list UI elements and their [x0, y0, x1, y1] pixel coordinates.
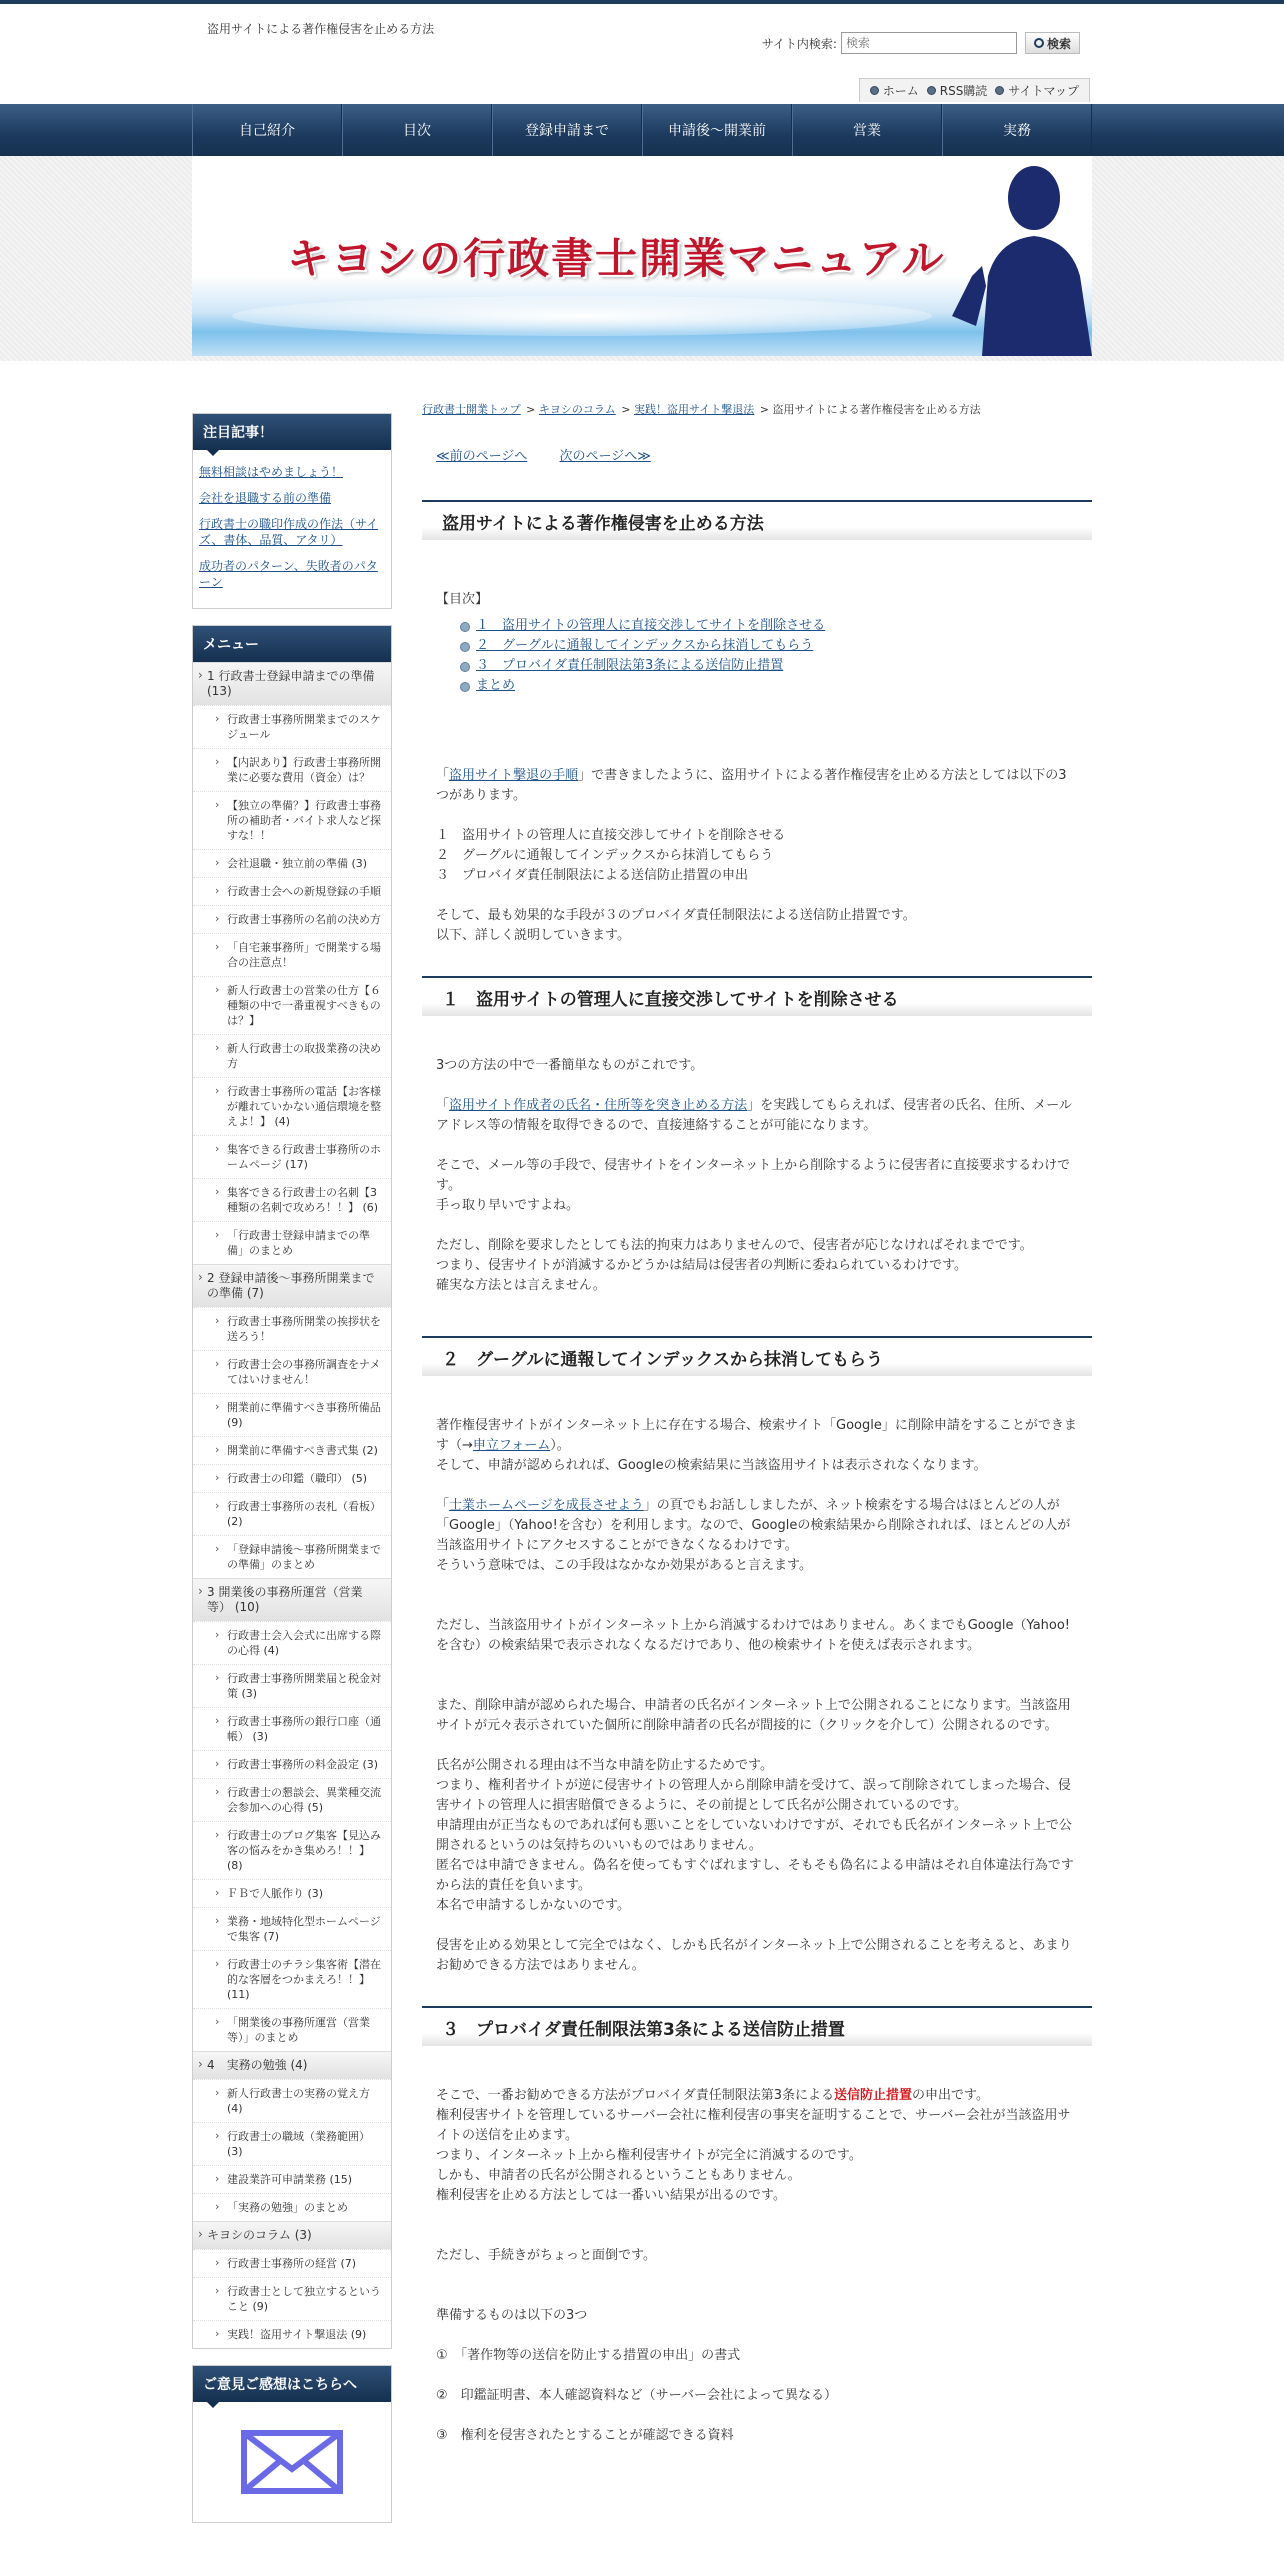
menu-item[interactable]: › 行政書士事務所の銀行口座（通帳） (3) — [193, 1707, 391, 1750]
featured-link[interactable]: 成功者のパターン、失敗者のパターン — [199, 559, 378, 589]
bullet-icon — [995, 86, 1004, 95]
pager — [422, 445, 1092, 464]
menu-item[interactable]: › 行政書士事務所の名前の決め方 — [193, 905, 391, 933]
site-name: 盗用サイトによる著作権侵害を止める方法 — [207, 22, 435, 36]
global-nav — [0, 104, 1284, 156]
menu-item[interactable]: › 行政書士事務所開業の挨拶状を送ろう！ — [193, 1307, 391, 1350]
intro-link[interactable]: 盗用サイト撃退の手順 — [449, 768, 579, 783]
menu-item[interactable]: › 行政書士会への新規登録の手順 — [193, 877, 391, 905]
util-sitemap-link[interactable]: サイトマップ — [995, 82, 1079, 99]
menu-item[interactable]: › 新人行政書士の営業の仕方【６種類の中で一番重視すべきものは？】 — [193, 976, 391, 1034]
banner[interactable] — [192, 156, 1092, 356]
menu-item[interactable]: › 会社退職・独立前の準備 (3) — [193, 849, 391, 877]
menu-item[interactable]: › 行政書士会入会式に出席する際の心得 (4) — [193, 1621, 391, 1664]
complaint-form-link[interactable]: 申立フォーム — [472, 1438, 551, 1453]
search-button-label: 検索 — [1046, 36, 1071, 51]
silhouette-icon — [952, 156, 1092, 356]
menu-item[interactable]: › 「開業後の事務所運営（営業等）」のまとめ — [193, 2008, 391, 2051]
menu-item[interactable]: › 行政書士事務所の経営 (7) — [193, 2249, 391, 2277]
article-body — [422, 590, 1092, 946]
highlight-text: 送信防止措置 — [834, 2088, 913, 2103]
search-input[interactable] — [841, 32, 1017, 54]
intro-end: そして、最も効果的な手段が３のプロバイダ責任制限法による送信防止措置です。 以下、詳しく説明していきます。 — [436, 908, 916, 943]
contact-link[interactable] — [193, 2402, 391, 2522]
breadcrumb-sep: > — [526, 403, 536, 416]
menu-item[interactable]: › 業務・地域特化型ホームページで集客 (7) — [193, 1907, 391, 1950]
nav-profile[interactable]: 自己紹介 — [192, 104, 342, 156]
paragraph: 「士業ホームページを成長させよう」の頁でもお話ししましたが、ネット検索をする場合はほとんどの人が「Google」（Yahoo!を含む）を利用します。なので、Googleの検索結果から削除されれば、ほとんどの人が当該盗用サイトにアクセスすることができなくなるわけです。 そういう意味では、この手段はなかなか効果があると言えます。 — [436, 1498, 1071, 1573]
section-2-link[interactable]: 士業ホームページを成長させよう — [449, 1498, 644, 1513]
menu-item[interactable]: › 新人行政書士の実務の覚え方 (4) — [193, 2079, 391, 2122]
menu-item[interactable]: › 行政書士の印鑑（職印） (5) — [193, 1464, 391, 1492]
menu-item[interactable]: › 「実務の勉強」のまとめ — [193, 2193, 391, 2221]
menu-category[interactable]: › 2 登録申請後～事務所開業までの準備 (7) — [193, 1264, 391, 1307]
menu-item[interactable]: › 行政書士会の事務所調査をナメてはいけません！ — [193, 1350, 391, 1393]
menu-item[interactable]: › 新人行政書士の取扱業務の決め方 — [193, 1034, 391, 1077]
nav-sales[interactable]: 営業 — [792, 104, 942, 156]
required-item: ② 印鑑証明書、本人確認資料など（サーバー会社によって異なる） — [436, 2388, 838, 2403]
featured-list — [193, 450, 391, 608]
paragraph: 氏名が公開される理由は不当な申請を防止するためです。 つまり、権利者サイトが逆に侵害サイトの管理人から削除申請を受けて、誤って削除されてしまった場合、侵害サイトの管理人に損害賠償できるように、その前提として氏名が公開されているのです。 申請理由が正当なものであれば何も悪いことをしていないわけですが、それでも氏名がインターネット上で公開されるというのは気持ちのいいものではありません。 匿名では申請できません。偽名を使ってもすぐばれますし、そもそも偽名による申請はそれ自体違法行為ですから法的責任を負います。 本名で申請するしかないのです。 — [436, 1758, 1074, 1913]
menu-item[interactable]: › 行政書士事務所の表札（看板） (2) — [193, 1492, 391, 1535]
featured-link[interactable]: 無料相談はやめましょう！ — [199, 465, 344, 479]
paragraph: 侵害を止める効果として完全ではなく、しかも氏名がインターネット上で公開されることを考えると、あまりお勧めできる方法ではありません。 — [436, 1938, 1072, 1973]
menu-item[interactable]: › 行政書士事務所開業届と税金対策 (3) — [193, 1664, 391, 1707]
paragraph: 著作権侵害サイトがインターネット上に存在する場合、検索サイト「Google」に削除申請をすることができます（→申立フォーム）。 そして、申請が認められれば、Googleの検索結果に当該盗用サイトは表示されなくなります。 — [436, 1418, 1077, 1473]
menu-item[interactable]: › 「行政書士登録申請までの準備」のまとめ — [193, 1221, 391, 1264]
section-3-body — [422, 2046, 1092, 2446]
menu-item[interactable]: › 行政書士事務所開業までのスケジュール — [193, 705, 391, 748]
next-page-link[interactable]: 次のページへ≫ — [559, 449, 651, 464]
banner-glow — [232, 296, 932, 336]
banner-title: キヨシの行政書士開業マニュアル — [287, 234, 946, 283]
featured-link[interactable]: 行政書士の職印作成の作法（サイズ、書体、品質、アタリ） — [199, 517, 379, 547]
breadcrumb-link[interactable]: 実践！盗用サイト撃退法 — [634, 403, 755, 416]
breadcrumb-link[interactable]: 行政書士開業トップ — [422, 403, 521, 416]
methods-list: １ 盗用サイトの管理人に直接交渉してサイトを削除させる ２ グーグルに通報してインデックスから抹消してもらう ３ プロバイダ責任制限法による送信防止措置の申出 — [436, 828, 786, 883]
toc-link[interactable]: ２ グーグルに通報してインデックスから抹消してもらう — [476, 638, 814, 653]
menu-category[interactable]: › 3 開業後の事務所運営（営業等） (10) — [193, 1578, 391, 1621]
section-2-body — [422, 1376, 1092, 1976]
featured-link[interactable]: 会社を退職する前の準備 — [199, 491, 332, 505]
menu-item[interactable]: › 行政書士のブログ集客【見込み客の悩みをかき集めろ！！】 (8) — [193, 1821, 391, 1879]
utility-links — [859, 78, 1090, 102]
search-label: サイト内検索: — [761, 36, 837, 51]
menu-category[interactable]: › 4 実務の勉強 (4) — [193, 2051, 391, 2079]
paragraph: また、削除申請が認められた場合、申請者の氏名がインターネット上で公開されることになります。当該盗用サイトが元々表示されていた個所に削除申請者の氏名が間接的に（クリックを介して）公開されるのです。 — [436, 1698, 1071, 1733]
toc-link[interactable]: ３ プロバイダ責任制限法第3条による送信防止措置 — [476, 658, 784, 673]
sidebar — [192, 413, 392, 2539]
nav-contents[interactable]: 目次 — [342, 104, 492, 156]
toc-link[interactable]: まとめ — [476, 678, 516, 693]
menu-item[interactable]: › 行政書士の懇談会、異業種交流会参加への心得 (5) — [193, 1778, 391, 1821]
paragraph: 3つの方法の中で一番簡単なものがこれです。 — [436, 1058, 704, 1073]
paragraph: ただし、削除を要求したとしても法的拘束力はありませんので、侵害者が応じなければそれまでです。 つまり、侵害サイトが消滅するかどうかは結局は侵害者の判断に委ねられているわけです。 確実な方法とは言えません。 — [436, 1238, 1033, 1293]
section-1-title: １ 盗用サイトの管理人に直接交渉してサイトを削除させる — [422, 976, 1092, 1016]
menu-item[interactable]: › ＦＢで人脈作り (3) — [193, 1879, 391, 1907]
mail-icon — [240, 2429, 344, 2495]
paragraph: ただし、手続きがちょっと面倒です。 — [436, 2248, 656, 2263]
main-content — [422, 401, 1092, 2466]
menu-item[interactable]: › 集客できる行政書士事務所のホームページ (17) — [193, 1135, 391, 1178]
menu-item[interactable]: › 行政書士の職域（業務範囲） (3) — [193, 2122, 391, 2165]
toc-link[interactable]: １ 盗用サイトの管理人に直接交渉してサイトを削除させる — [476, 618, 826, 633]
toc — [460, 616, 1078, 696]
breadcrumb-sep: > — [621, 403, 631, 416]
breadcrumb-link[interactable]: キヨシのコラム — [538, 403, 616, 416]
menu-item[interactable]: › 行政書士事務所の電話【お客様が離れていかない通信環境を整えよ！】 (4) — [193, 1077, 391, 1135]
bullet-icon — [927, 86, 936, 95]
section-2-title: ２ グーグルに通報してインデックスから抹消してもらう — [422, 1336, 1092, 1376]
menu-category[interactable]: › 1 行政書士登録申請までの準備 (13) — [193, 662, 391, 705]
breadcrumb — [422, 401, 1092, 417]
menu-box — [192, 625, 392, 2349]
search-icon — [1034, 38, 1044, 48]
paragraph: 「盗用サイト作成者の氏名・住所等を突き止める方法」を実践してもらえれば、侵害者の氏名、住所、メールアドレス等の情報を取得できるので、直接連絡することが可能になります。 — [436, 1098, 1072, 1133]
menu-title: メニュー — [193, 626, 391, 662]
section-3-title: ３ プロバイダ責任制限法第3条による送信防止措置 — [422, 2006, 1092, 2046]
paragraph: そこで、メール等の手段で、侵害サイトをインターネット上から削除するように侵害者に直接要求するわけです。 手っ取り早いですよね。 — [436, 1158, 1071, 1213]
menu-item[interactable]: › 行政書士のチラシ集客術【潜在的な客層をつかまえろ！！】 (11) — [193, 1950, 391, 2008]
menu-item[interactable]: › 実践！盗用サイト撃退法 (9) — [193, 2320, 391, 2348]
util-rss-link[interactable]: RSS購読 — [927, 82, 988, 99]
required-item: ① 「著作物等の送信を防止する措置の申出」の書式 — [436, 2348, 741, 2363]
menu-item[interactable]: › 行政書士事務所の料金設定 (3) — [193, 1750, 391, 1778]
section-1-link[interactable]: 盗用サイト作成者の氏名・住所等を突き止める方法 — [449, 1098, 748, 1113]
menu-item[interactable]: › 【内訳あり】行政書士事務所開業に必要な費用（資金）は？ — [193, 748, 391, 791]
breadcrumb-sep: > — [759, 403, 769, 416]
menu-item[interactable]: › 開業前に準備すべき事務所備品 (9) — [193, 1393, 391, 1436]
prev-page-link[interactable]: ≪前のページへ — [436, 449, 528, 464]
site-search — [762, 32, 1080, 54]
article-title: 盗用サイトによる著作権侵害を止める方法 — [422, 500, 1092, 540]
paragraph: ただし、当該盗用サイトがインターネット上から消滅するわけではありません。あくまでもGoogle（Yahoo!を含む）の検索結果で表示されなくなるだけであり、他の検索サイトを使えば表示されます。 — [436, 1618, 1071, 1653]
featured-title: 注目記事！ — [193, 414, 391, 450]
bullet-icon — [870, 86, 879, 95]
menu-item[interactable]: › 「自宅兼事務所」で開業する場合の注意点！ — [193, 933, 391, 976]
menu-item[interactable]: › 行政書士として独立するということ (9) — [193, 2277, 391, 2320]
intro-paragraph: 「盗用サイト撃退の手順」で書きましたように、盗用サイトによる著作権侵害を止める方法としては以下の3つがあります。 — [436, 768, 1067, 803]
section-1-body — [422, 1016, 1092, 1296]
nav-practice[interactable]: 実務 — [942, 104, 1092, 156]
banner-area — [0, 156, 1284, 361]
util-home-link[interactable]: ホーム — [870, 82, 919, 99]
header — [192, 4, 1092, 104]
menu-item[interactable]: › 【独立の準備？】行政書士事務所の補助者・バイト求人など探すな！！ — [193, 791, 391, 849]
menu-item[interactable]: › 「登録申請後～事務所開業までの準備」のまとめ — [193, 1535, 391, 1578]
nav-registration[interactable]: 登録申請まで — [492, 104, 642, 156]
menu-category[interactable]: › キヨシのコラム (3) — [193, 2221, 391, 2249]
toc-heading: 【目次】 — [436, 592, 489, 607]
menu-item[interactable]: › 開業前に準備すべき書式集 (2) — [193, 1436, 391, 1464]
required-item: ③ 権利を侵害されたとすることが確認できる資料 — [436, 2428, 734, 2443]
menu-item[interactable]: › 建設業許可申請業務 (15) — [193, 2165, 391, 2193]
contact-box — [192, 2365, 392, 2523]
breadcrumb-current: 盗用サイトによる著作権侵害を止める方法 — [772, 403, 981, 416]
featured-box — [192, 413, 392, 609]
menu-list — [193, 662, 391, 2348]
menu-item[interactable]: › 集客できる行政書士の名刺【3種類の名刺で攻めろ！！】 (6) — [193, 1178, 391, 1221]
search-button[interactable] — [1025, 32, 1080, 54]
contact-title: ご意見ご感想はこちらへ — [193, 2366, 391, 2402]
nav-after-application[interactable]: 申請後～開業前 — [642, 104, 792, 156]
paragraph: 準備するものは以下の3つ — [436, 2308, 588, 2323]
paragraph: そこで、一番お勧めできる方法がプロバイダ責任制限法第3条による送信防止措置の申出です。 権利侵害サイトを管理しているサーバー会社に権利侵害の事実を証明することで、サーバー会社が当該盗用サイトの送信を止めます。 つまり、インターネット上から権利侵害サイトが完全に消滅するのです。 しかも、申請者の氏名が公開されるということもありません。 権利侵害を止める方法としては一番いい結果が出るのです。 — [436, 2088, 1071, 2203]
